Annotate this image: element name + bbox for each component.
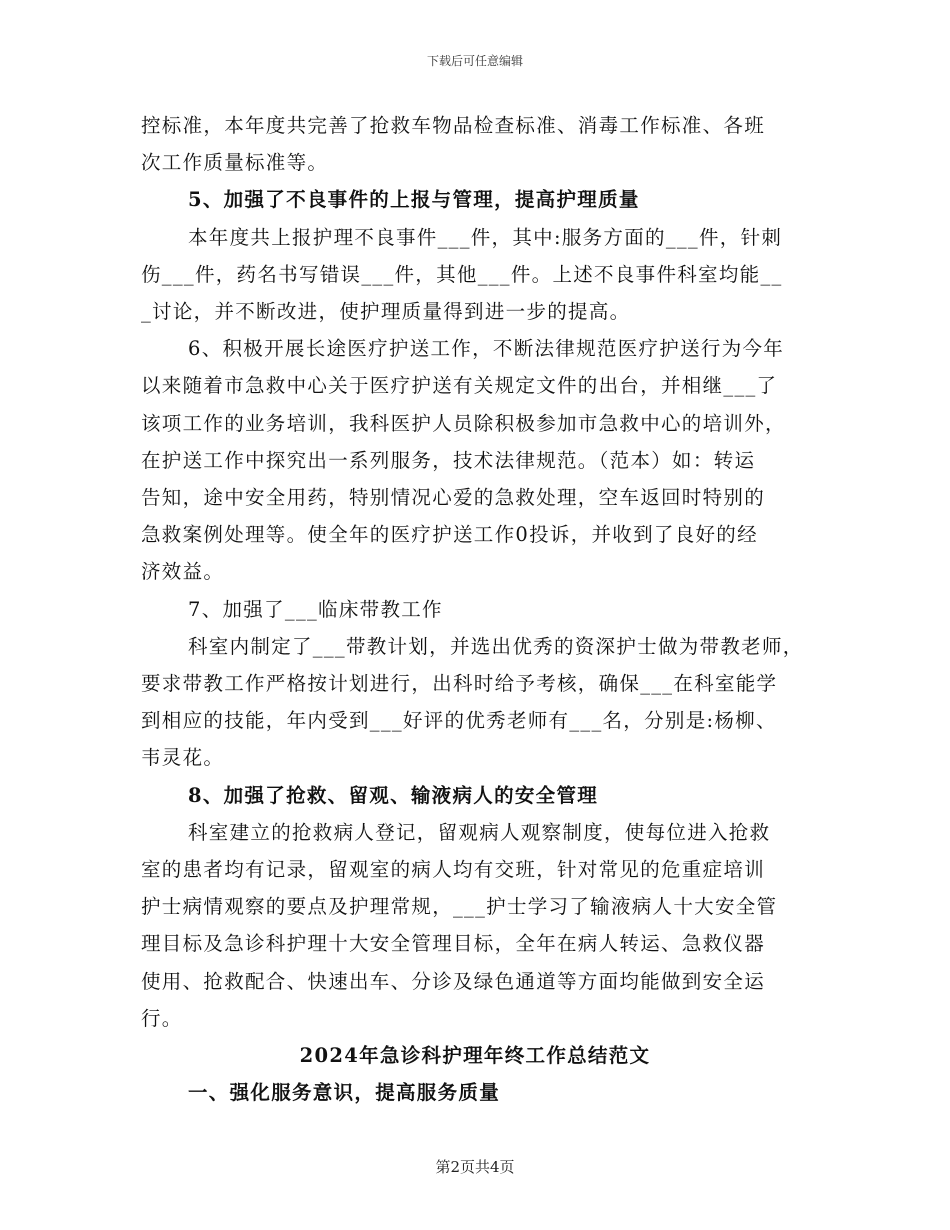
document-title: 2024年急诊科护理年终工作总结范文: [299, 1044, 651, 1067]
body-line: 伤___件，药名书写错误___件，其他___件。上述不良事件科室均能__: [141, 262, 783, 286]
paragraph-first-line: 科室建立的抢救病人登记，留观病人观察制度，使每位进入抢救: [188, 820, 771, 844]
body-line: 使用、抢救配合、快速出车、分诊及绿色通道等方面均能做到安全运: [141, 969, 766, 993]
body-line: 要求带教工作严格按计划进行，出科时给予考核，确保___在科室能学: [141, 672, 778, 695]
body-line: 在护送工作中探究出一系列服务，技术法律规范。（范本）如：转运: [141, 448, 756, 472]
body-line: _讨论，并不断改进，使护理质量得到进一步的提高。: [141, 300, 631, 323]
body-line: 控标准，本年度共完善了抢救车物品检查标准、消毒工作标准、各班: [141, 114, 766, 137]
body-line: 以来随着市急救中心关于医疗护送有关规定文件的出台，并相继___了: [141, 374, 778, 398]
body-line: 次工作质量标准等。: [141, 151, 329, 175]
body-line: 行。: [141, 1006, 183, 1030]
paragraph-first-line: 科室内制定了___带教计划，并选出优秀的资深护士做为带教老师，: [188, 634, 804, 658]
body-line: 济效益。: [141, 560, 225, 584]
body-line: 到相应的技能，年内受到___好评的优秀老师有___名，分别是:杨柳、: [141, 709, 777, 733]
section-heading: 5、加强了不良事件的上报与管理，提高护理质量: [188, 188, 640, 212]
paragraph-first-line: 本年度共上报护理不良事件___件，其中:服务方面的___件，针刺: [188, 225, 783, 249]
body-line: 护士病情观察的要点及护理常规，___护士学习了输液病人十大安全管: [141, 895, 778, 919]
body-line: 室的患者均有记录，留观室的病人均有交班，针对常见的危重症培训: [141, 858, 766, 881]
section-heading: 一、强化服务意识，提高服务质量: [188, 1081, 501, 1105]
page-footer: 第2页共4页: [435, 1158, 515, 1176]
body-line: 告知，途中安全用药，特别情况心爱的急救处理，空车返回时特别的: [141, 486, 766, 509]
paragraph-first-line: 7、加强了___临床带教工作: [188, 597, 443, 621]
body-line: 韦灵花。: [141, 746, 225, 770]
page-header: 下载后可任意编辑: [426, 54, 523, 68]
body-line: 急救案例处理等。使全年的医疗护送工作0投诉，并收到了良好的经: [141, 523, 758, 547]
body-line: 该项工作的业务培训，我科医护人员除积极参加市急救中心的培训外，: [141, 411, 786, 435]
body-line: 理目标及急诊科护理十大安全管理目标，全年在病人转运、急救仪器: [141, 932, 766, 956]
paragraph-first-line: 6、积极开展长途医疗护送工作，不断法律规范医疗护送行为今年: [188, 337, 785, 361]
section-heading: 8、加强了抢救、留观、输液病人的安全管理: [188, 783, 599, 807]
